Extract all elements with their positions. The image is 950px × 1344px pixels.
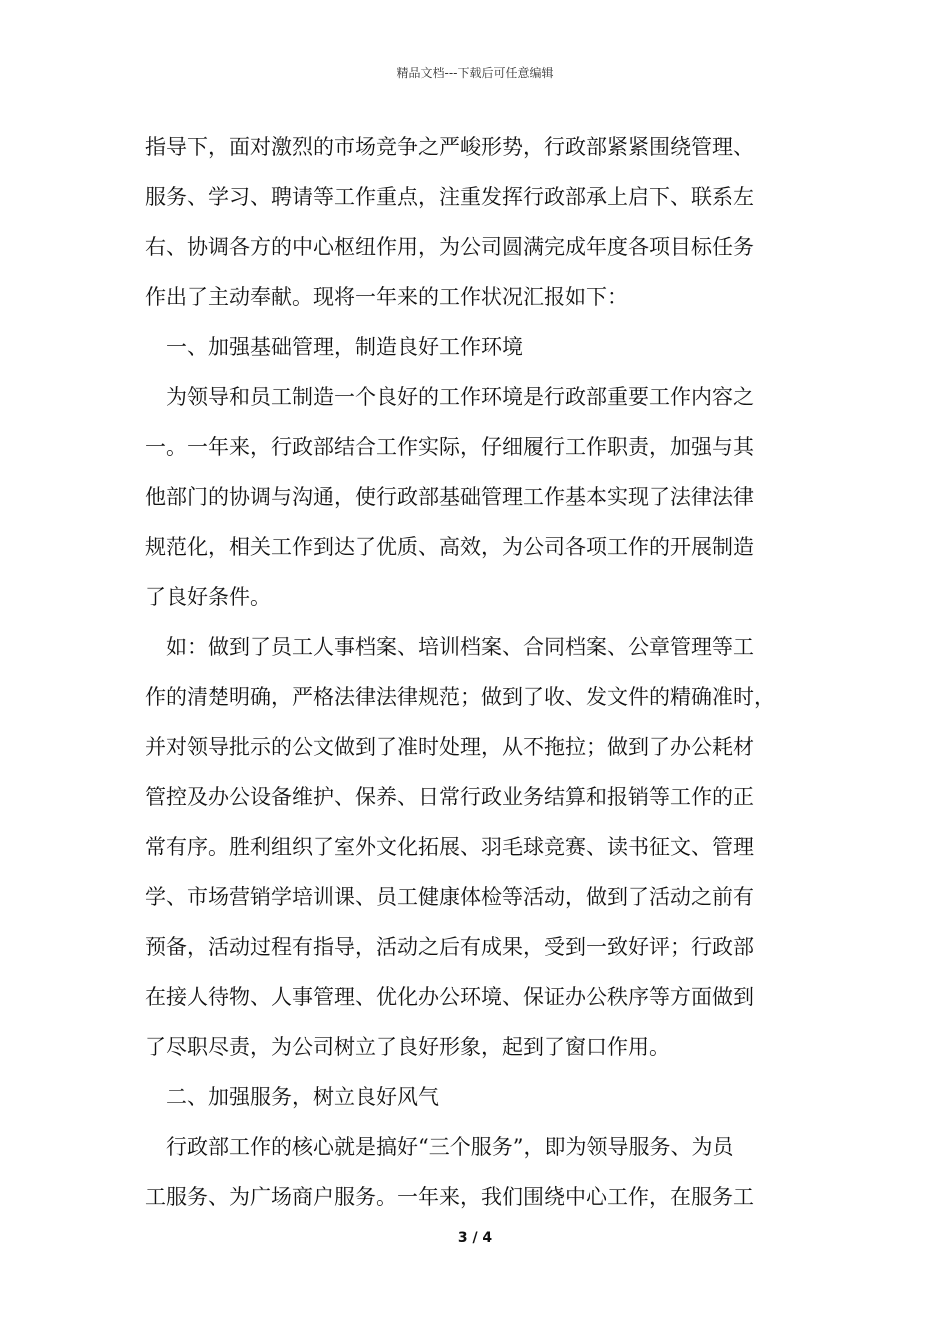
text-line: 为领导和员工制造一个良好的工作环境是行政部重要工作内容之	[166, 385, 754, 409]
text-line: 右、协调各方的中心枢纽作用，为公司圆满完成年度各项目标任务	[145, 235, 754, 259]
text-line: 了尽职尽责，为公司树立了良好形象，起到了窗口作用。	[145, 1035, 670, 1059]
text-line: 工服务、为广场商户服务。一年来，我们围绕中心工作，在服务工	[145, 1185, 754, 1209]
page-header: 精品文档---下载后可任意编辑	[396, 66, 554, 80]
text-line: 常有序。胜利组织了室外文化拓展、羽毛球竞赛、读书征文、管理	[145, 835, 754, 859]
text-line: 并对领导批示的公文做到了准时处理，从不拖拉；做到了办公耗材	[145, 735, 754, 759]
text-line: 服务、学习、聘请等工作重点，注重发挥行政部承上启下、联系左	[145, 185, 754, 209]
text-line: 一。一年来，行政部结合工作实际，仔细履行工作职责，加强与其	[145, 435, 754, 459]
text-line: 在接人待物、人事管理、优化办公环境、保证办公秩序等方面做到	[145, 985, 754, 1009]
text-line: 预备，活动过程有指导，活动之后有成果，受到一致好评；行政部	[145, 935, 754, 959]
text-line: 管控及办公设备维护、保养、日常行政业务结算和报销等工作的正	[145, 785, 754, 809]
text-line: 了良好条件。	[145, 585, 271, 609]
text-line: 他部门的协调与沟通，使行政部基础管理工作基本实现了法律法律	[145, 485, 754, 509]
text-line: 行政部工作的核心就是搞好“三个服务”，即为领导服务、为员	[166, 1135, 734, 1159]
page-number: 3 / 4	[457, 1230, 493, 1246]
text-line: 二、加强服务，树立良好风气	[166, 1085, 439, 1109]
text-line: 一、加强基础管理，制造良好工作环境	[166, 335, 523, 359]
text-line: 指导下，面对激烈的市场竞争之严峻形势，行政部紧紧围绕管理、	[145, 135, 754, 159]
text-line: 如：做到了员工人事档案、培训档案、合同档案、公章管理等工	[166, 635, 754, 659]
document-body	[145, 122, 821, 1222]
text-line: 学、市场营销学培训课、员工健康体检等活动，做到了活动之前有	[145, 885, 754, 909]
text-line: 规范化，相关工作到达了优质、高效，为公司各项工作的开展制造	[145, 535, 754, 559]
text-line: 作的清楚明确，严格法律法律规范；做到了收、发文件的精确准时，	[145, 685, 775, 709]
text-line: 作出了主动奉献。现将一年来的工作状况汇报如下：	[145, 285, 628, 309]
